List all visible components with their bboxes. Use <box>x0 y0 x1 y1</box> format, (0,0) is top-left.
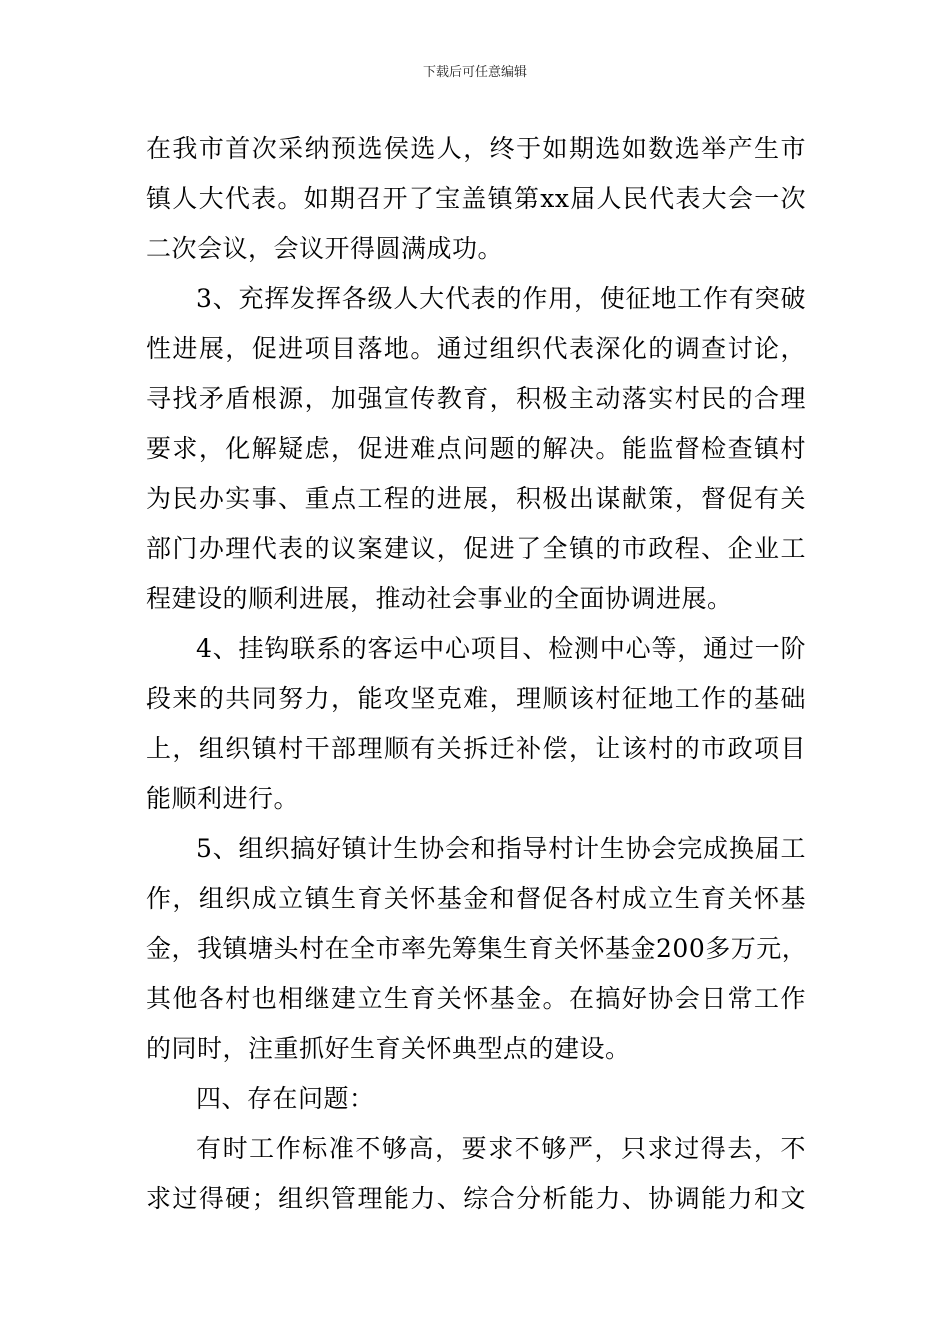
text-line: 金，我镇塘头村在全市率先筹集生育关怀基金200多万元， <box>146 934 808 963</box>
text-line: 其他各村也相继建立生育关怀基金。在搞好协会日常工作 <box>146 984 806 1013</box>
text-line: 4、挂钩联系的客运中心项目、检测中心等，通过一阶 <box>196 634 806 663</box>
text-line: 段来的共同努力，能攻坚克难，理顺该村征地工作的基础 <box>146 684 806 713</box>
text-line: 3、充挥发挥各级人大代表的作用，使征地工作有突破 <box>196 284 806 313</box>
text-line: 作，组织成立镇生育关怀基金和督促各村成立生育关怀基 <box>146 884 806 913</box>
text-line: 在我市首次采纳预选侯选人，终于如期选如数选举产生市 <box>146 134 806 163</box>
text-line: 的同时，注重抓好生育关怀典型点的建设。 <box>146 1034 631 1063</box>
text-line: 5、组织搞好镇计生协会和指导村计生协会完成换届工 <box>196 834 806 863</box>
text-line: 上，组织镇村干部理顺有关拆迁补偿，让该村的市政项目 <box>146 734 806 763</box>
text-line: 能顺利进行。 <box>146 784 300 813</box>
text-line: 寻找矛盾根源，加强宣传教育，积极主动落实村民的合理 <box>146 384 806 413</box>
text-line: 要求，化解疑虑，促进难点问题的解决。能监督检查镇村 <box>146 434 806 463</box>
section-heading: 四、存在问题： <box>196 1084 375 1113</box>
text-line: 二次会议，会议开得圆满成功。 <box>146 234 504 263</box>
page-header-note: 下载后可任意编辑 <box>422 65 527 80</box>
text-line: 部门办理代表的议案建议，促进了全镇的市政程、企业工 <box>146 534 806 563</box>
document-body <box>146 124 806 1224</box>
text-line: 求过得硬；组织管理能力、综合分析能力、协调能力和文 <box>146 1184 806 1213</box>
text-line: 镇人大代表。如期召开了宝盖镇第xx届人民代表大会一次 <box>146 184 806 213</box>
text-line: 有时工作标准不够高，要求不够严，只求过得去，不 <box>196 1134 806 1163</box>
text-line: 程建设的顺利进展，推动社会事业的全面协调进展。 <box>146 584 733 613</box>
text-line: 性进展，促进项目落地。通过组织代表深化的调查讨论， <box>146 334 806 363</box>
text-line: 为民办实事、重点工程的进展，积极出谋献策，督促有关 <box>146 484 806 513</box>
